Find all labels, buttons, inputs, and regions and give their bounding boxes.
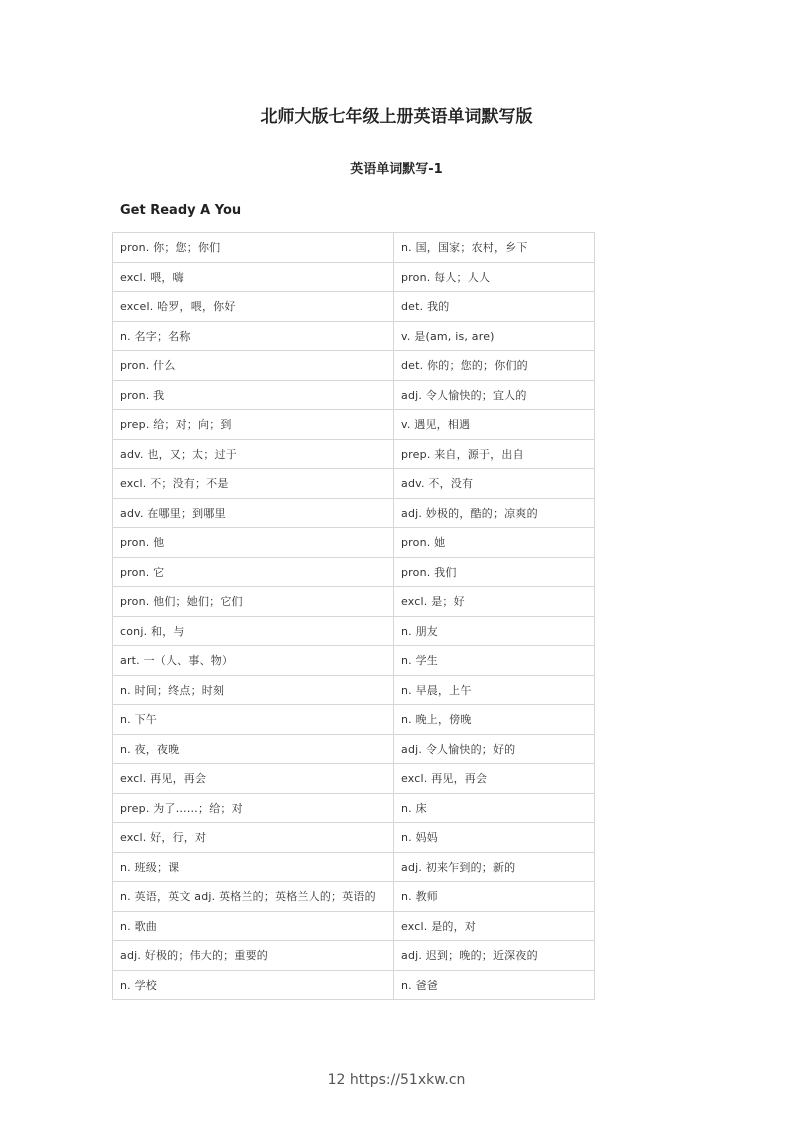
table-cell-left: adv. 也，又；太；过于	[113, 439, 394, 469]
table-cell-right: pron. 她	[394, 528, 595, 558]
table-cell-left: n. 歌曲	[113, 911, 394, 941]
table-cell-left: n. 英语，英文 adj. 英格兰的；英格兰人的；英语的	[113, 882, 394, 912]
table-row	[113, 292, 595, 322]
table-cell-left: art. 一（人、事、物）	[113, 646, 394, 676]
table-row	[113, 557, 595, 587]
table-row	[113, 233, 595, 263]
table-cell-right: v. 是(am, is, are)	[394, 321, 595, 351]
table-cell-right: pron. 每人；人人	[394, 262, 595, 292]
table-row	[113, 675, 595, 705]
table-cell-right: n. 晚上，傍晚	[394, 705, 595, 735]
table-cell-right: n. 早晨，上午	[394, 675, 595, 705]
table-row	[113, 852, 595, 882]
table-row	[113, 498, 595, 528]
table-cell-right: adj. 妙极的，酷的；凉爽的	[394, 498, 595, 528]
section-heading: Get Ready A You	[120, 203, 242, 218]
table-cell-left: n. 学校	[113, 970, 394, 1000]
table-row	[113, 646, 595, 676]
table-cell-left: conj. 和，与	[113, 616, 394, 646]
vocabulary-table	[112, 232, 595, 1000]
vocabulary-table-body	[113, 233, 595, 1000]
table-cell-left: excl. 好，行，对	[113, 823, 394, 853]
table-cell-right: adj. 令人愉快的；好的	[394, 734, 595, 764]
table-cell-left: excl. 不；没有；不是	[113, 469, 394, 499]
table-row	[113, 793, 595, 823]
table-cell-left: pron. 我	[113, 380, 394, 410]
table-cell-left: n. 班级；课	[113, 852, 394, 882]
table-cell-left: n. 时间；终点；时刻	[113, 675, 394, 705]
table-cell-right: v. 遇见，相遇	[394, 410, 595, 440]
table-cell-right: pron. 我们	[394, 557, 595, 587]
table-cell-left: n. 下午	[113, 705, 394, 735]
table-cell-left: pron. 他们；她们；它们	[113, 587, 394, 617]
table-cell-right: n. 爸爸	[394, 970, 595, 1000]
table-cell-left: adj. 好极的；伟大的；重要的	[113, 941, 394, 971]
table-cell-left: adv. 在哪里；到哪里	[113, 498, 394, 528]
table-cell-right: excl. 是；好	[394, 587, 595, 617]
table-row	[113, 734, 595, 764]
table-cell-right: excl. 再见，再会	[394, 764, 595, 794]
document-subtitle: 英语单词默写-1	[350, 162, 443, 177]
table-row	[113, 616, 595, 646]
table-cell-right: n. 教师	[394, 882, 595, 912]
table-row	[113, 882, 595, 912]
table-row	[113, 351, 595, 381]
page-footer	[0, 1069, 793, 1091]
table-cell-left: n. 名字；名称	[113, 321, 394, 351]
table-cell-right: n. 学生	[394, 646, 595, 676]
table-row	[113, 970, 595, 1000]
table-row	[113, 262, 595, 292]
table-cell-left: n. 夜，夜晚	[113, 734, 394, 764]
table-cell-right: n. 妈妈	[394, 823, 595, 853]
document-title: 北师大版七年级上册英语单词默写版	[260, 107, 533, 127]
table-cell-right: adj. 令人愉快的；宜人的	[394, 380, 595, 410]
page-number: 12	[327, 1072, 346, 1088]
table-cell-right: prep. 来自，源于，出自	[394, 439, 595, 469]
table-cell-right: n. 国，国家；农村，乡下	[394, 233, 595, 263]
table-row	[113, 705, 595, 735]
table-row	[113, 528, 595, 558]
table-cell-right: adv. 不，没有	[394, 469, 595, 499]
table-row	[113, 439, 595, 469]
table-cell-right: det. 你的；您的；你们的	[394, 351, 595, 381]
table-row	[113, 823, 595, 853]
table-cell-left: pron. 它	[113, 557, 394, 587]
table-row	[113, 911, 595, 941]
table-row	[113, 469, 595, 499]
table-row	[113, 410, 595, 440]
table-row	[113, 941, 595, 971]
table-cell-left: pron. 他	[113, 528, 394, 558]
table-cell-left: excel. 哈罗，喂，你好	[113, 292, 394, 322]
table-cell-left: prep. 给；对；向；到	[113, 410, 394, 440]
table-cell-left: excl. 喂，嗨	[113, 262, 394, 292]
table-cell-left: excl. 再见，再会	[113, 764, 394, 794]
table-cell-left: pron. 你；您；你们	[113, 233, 394, 263]
table-cell-right: n. 朋友	[394, 616, 595, 646]
table-cell-right: adj. 迟到；晚的；近深夜的	[394, 941, 595, 971]
table-row	[113, 587, 595, 617]
table-row	[113, 321, 595, 351]
table-cell-right: excl. 是的，对	[394, 911, 595, 941]
table-row	[113, 380, 595, 410]
table-cell-right: adj. 初来乍到的；新的	[394, 852, 595, 882]
table-cell-left: prep. 为了……；给；对	[113, 793, 394, 823]
table-row	[113, 764, 595, 794]
table-cell-right: det. 我的	[394, 292, 595, 322]
table-cell-left: pron. 什么	[113, 351, 394, 381]
table-cell-right: n. 床	[394, 793, 595, 823]
footer-url[interactable]: https://51xkw.cn	[349, 1072, 466, 1088]
